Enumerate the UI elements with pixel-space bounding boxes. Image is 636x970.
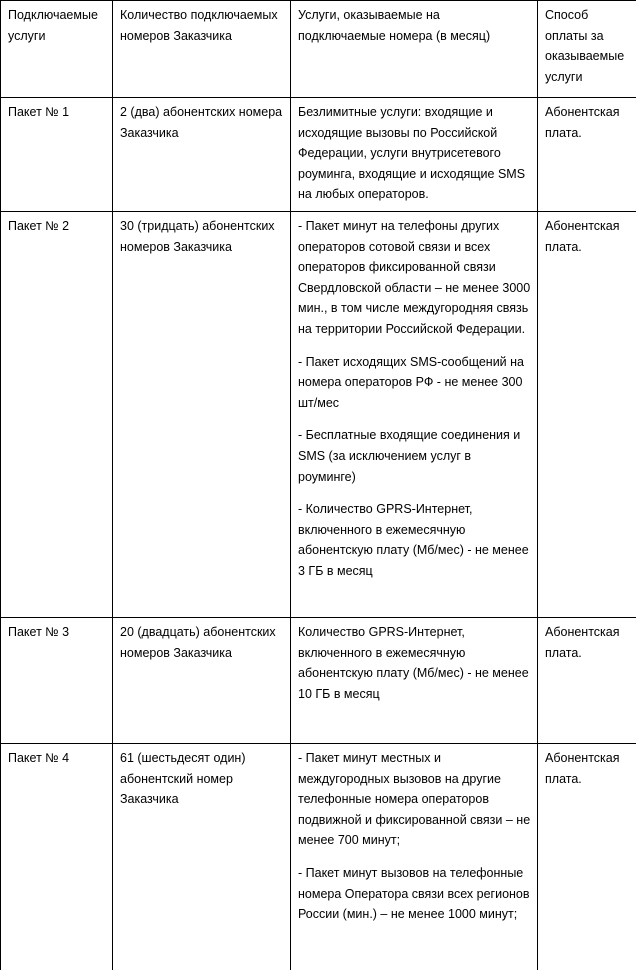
numbers-cell: 61 (шестьдесят один) абонентский номер Заказчика (113, 744, 291, 970)
header-services: Подключаемые услуги (1, 1, 113, 98)
header-payment: Способ оплаты за оказываемые услуги (538, 1, 636, 98)
table-row (1, 212, 636, 618)
service-item: - Пакет минут на телефоны других операторов сотовой связи и всех операторов фиксированной связи Свердловской области – не менее 3000 мин., в том числе междугородняя связь на территории Российской Федерации. (298, 216, 531, 340)
service-item: - Бесплатные входящие соединения и SMS (за исключением услуг в роуминге) (298, 425, 531, 487)
numbers-cell: 30 (тридцать) абонентских номеров Заказчика (113, 212, 291, 618)
service-item: - Пакет минут вызовов на телефонные номера Оператора связи всех регионов России (мин.) – не менее 1000 минут; (298, 863, 531, 925)
header-monthly-services: Услуги, оказываемые на подключаемые номера (в месяц) (291, 1, 538, 98)
service-item: - Пакет исходящих SMS-сообщений на номера операторов РФ - не менее 300 шт/мес (298, 352, 531, 414)
package-cell: Пакет № 1 (1, 98, 113, 212)
payment-cell: Абонентская плата. (538, 618, 636, 744)
services-cell (291, 744, 538, 970)
service-item: - Количество GPRS-Интернет, включенного в ежемесячную абонентскую плату (Мб/мес) - не менее 3 ГБ в месяц (298, 499, 531, 581)
payment-cell: Абонентская плата. (538, 212, 636, 618)
package-cell: Пакет № 4 (1, 744, 113, 970)
table-row (1, 618, 636, 744)
package-cell: Пакет № 3 (1, 618, 113, 744)
header-row (1, 1, 636, 98)
services-cell (291, 98, 538, 212)
header-numbers: Количество подключаемых номеров Заказчика (113, 1, 291, 98)
numbers-cell: 20 (двадцать) абонентских номеров Заказчика (113, 618, 291, 744)
service-item: Количество GPRS-Интернет, включенного в ежемесячную абонентскую плату (Мб/мес) - не менее 10 ГБ в месяц (298, 622, 531, 704)
table-row (1, 98, 636, 212)
numbers-cell: 2 (два) абонентских номера Заказчика (113, 98, 291, 212)
services-cell (291, 212, 538, 618)
table-row (1, 744, 636, 970)
payment-cell: Абонентская плата. (538, 98, 636, 212)
service-item: Безлимитные услуги: входящие и исходящие вызовы по Российской Федерации, услуги внутрисетевого роуминга, входящие и исходящие SMS на любых операторов. (298, 102, 531, 205)
payment-cell: Абонентская плата. (538, 744, 636, 970)
services-cell (291, 618, 538, 744)
service-item: - Пакет минут местных и междугородных вызовов на другие телефонные номера операторов подвижной и фиксированной связи – не менее 700 минут; (298, 748, 531, 851)
package-cell: Пакет № 2 (1, 212, 113, 618)
